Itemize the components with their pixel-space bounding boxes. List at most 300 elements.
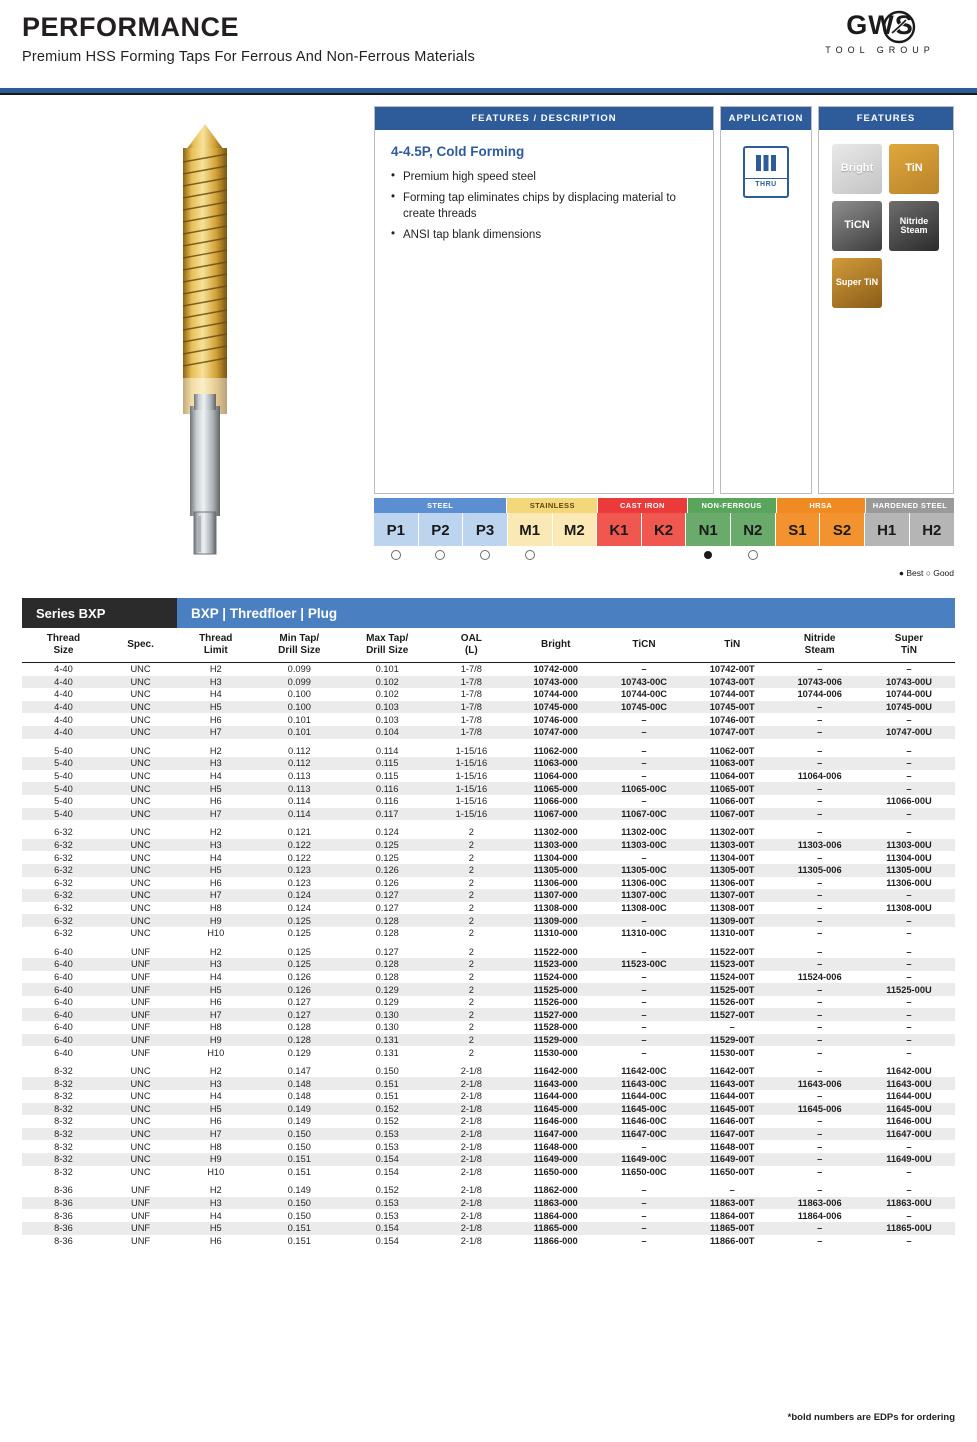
- table-cell: UNF: [130, 946, 151, 957]
- table-cell: 11647-00T: [710, 1129, 755, 1140]
- table-cell: –: [641, 852, 647, 863]
- table-cell: 11066-000: [533, 796, 578, 807]
- table-cell: –: [906, 1009, 912, 1020]
- table-cell: 11642-00U: [886, 1066, 932, 1077]
- table-cell: H9: [209, 915, 222, 926]
- material-cells: [374, 513, 954, 564]
- table-cell: 11647-00U: [886, 1129, 932, 1140]
- table-cell: 1-15/16: [455, 808, 488, 819]
- table-cell: 0.149: [287, 1185, 311, 1196]
- product-name: 4-4.5P, Cold Forming: [391, 144, 525, 159]
- table-row: [22, 1034, 955, 1047]
- table-cell: 0.130: [375, 1009, 399, 1020]
- table-cell: 0.117: [375, 808, 399, 819]
- table-cell: 0.113: [288, 771, 311, 782]
- table-cell: –: [817, 1022, 823, 1033]
- table-cell: 0.151: [287, 1154, 311, 1165]
- table-cell: UNC: [130, 1066, 151, 1077]
- table-cell: 0.104: [375, 727, 399, 738]
- table-cell: 11644-00T: [710, 1091, 755, 1102]
- table-cell: –: [817, 946, 823, 957]
- table-cell: 11302-00C: [621, 827, 667, 838]
- table-cell: 6-40: [54, 1022, 73, 1033]
- material-code: M2: [563, 522, 585, 539]
- table-cell: 0.112: [288, 758, 311, 769]
- table-cell: 0.102: [375, 676, 399, 687]
- table-cell: –: [641, 1034, 647, 1045]
- table-cell: 11304-000: [533, 852, 578, 863]
- table-cell: H7: [209, 1129, 222, 1140]
- table-row: [22, 826, 955, 839]
- material-code: P1: [386, 522, 405, 539]
- table-cell: 11862-000: [533, 1185, 578, 1196]
- table-cell: 0.124: [287, 890, 311, 901]
- table-cell: UNF: [130, 1047, 151, 1058]
- table-cell: 1-7/8: [460, 702, 482, 713]
- table-cell: 11646-00T: [710, 1116, 755, 1127]
- company-logo: [805, 12, 955, 55]
- table-cell: 2: [468, 1034, 474, 1045]
- table-cell: 11063-000: [533, 758, 578, 769]
- table-cell: 6-32: [54, 928, 73, 939]
- material-group-hrsa: HRSA: [777, 498, 866, 513]
- table-cell: 0.125: [287, 915, 311, 926]
- table-cell: 0.154: [375, 1154, 399, 1165]
- table-cell: 2: [468, 827, 474, 838]
- table-cell: 1-7/8: [460, 727, 482, 738]
- table-cell: H10: [207, 1166, 225, 1177]
- table-cell: 8-32: [54, 1103, 73, 1114]
- table-cell: UNC: [130, 664, 151, 675]
- table-row: [22, 1209, 955, 1222]
- table-cell: 11527-00T: [710, 1009, 755, 1020]
- table-cell: –: [906, 1047, 912, 1058]
- table-cell: 0.150: [287, 1198, 311, 1209]
- product-table-wrapper: [22, 628, 955, 1247]
- table-cell: UNC: [130, 928, 151, 939]
- table-row: [22, 996, 955, 1009]
- table-cell: 6-40: [54, 997, 73, 1008]
- table-cell: –: [817, 1116, 823, 1127]
- table-cell: –: [641, 1198, 647, 1209]
- table-cell: 1-15/16: [455, 758, 488, 769]
- table-cell: –: [817, 727, 823, 738]
- table-cell: –: [641, 946, 647, 957]
- table-cell: –: [817, 783, 823, 794]
- application-header: APPLICATION: [721, 107, 811, 130]
- table-cell: 8-36: [54, 1235, 73, 1246]
- series-description: BXP | Thredfloer | Plug: [177, 598, 955, 628]
- table-cell: 10743-000: [533, 676, 578, 687]
- column-header: Thread Size: [22, 628, 105, 663]
- thru-hole-icon: [743, 146, 789, 198]
- table-row: [22, 1184, 955, 1197]
- table-cell: 11308-00C: [621, 902, 667, 913]
- table-cell: 11646-000: [533, 1116, 578, 1127]
- table-cell: 11308-00T: [710, 902, 755, 913]
- table-cell: 0.150: [375, 1066, 399, 1077]
- table-cell: –: [641, 997, 647, 1008]
- table-cell: –: [641, 915, 647, 926]
- rating-good-icon: [391, 550, 401, 560]
- coating-tin: TiN: [889, 144, 939, 194]
- table-cell: –: [817, 928, 823, 939]
- table-cell: UNC: [130, 689, 151, 700]
- table-cell: 2: [468, 865, 474, 876]
- features-description-panel: [374, 106, 714, 494]
- table-row: [22, 808, 955, 821]
- table-cell: 0.151: [375, 1091, 399, 1102]
- table-cell: –: [906, 928, 912, 939]
- table-cell: 0.131: [375, 1034, 399, 1045]
- material-group-cast-iron: CAST IRON: [598, 498, 687, 513]
- table-cell: H5: [209, 702, 222, 713]
- table-cell: 0.131: [375, 1047, 399, 1058]
- table-cell: 0.150: [287, 1141, 311, 1152]
- table-cell: 0.115: [375, 758, 399, 769]
- table-cell: –: [729, 1022, 735, 1033]
- table-cell: UNF: [130, 971, 151, 982]
- table-cell: 11524-00T: [710, 971, 755, 982]
- table-cell: 0.128: [375, 971, 399, 982]
- material-code: K1: [609, 522, 629, 539]
- table-cell: UNF: [130, 1022, 151, 1033]
- table-cell: 11303-00C: [621, 840, 667, 851]
- table-cell: 8-36: [54, 1198, 73, 1209]
- table-cell: –: [817, 997, 823, 1008]
- coating-grid: [819, 130, 953, 308]
- series-label: Series BXP: [22, 598, 177, 628]
- table-cell: 0.116: [375, 796, 399, 807]
- table-cell: UNC: [130, 1091, 151, 1102]
- table-cell: 2-1/8: [460, 1078, 482, 1089]
- table-cell: 11523-000: [533, 959, 578, 970]
- table-cell: 0.151: [287, 1235, 311, 1246]
- table-cell: 11864-000: [533, 1210, 578, 1221]
- table-cell: 11305-00C: [621, 865, 667, 876]
- column-header: TiCN: [600, 628, 688, 663]
- table-cell: 11303-000: [533, 840, 578, 851]
- table-row: [22, 958, 955, 971]
- table-cell: 11649-00T: [710, 1154, 755, 1165]
- table-cell: 0.125: [287, 946, 311, 957]
- material-code: P3: [475, 522, 495, 539]
- table-cell: 0.113: [288, 783, 311, 794]
- table-cell: –: [906, 915, 912, 926]
- table-cell: H9: [209, 1154, 222, 1165]
- table-cell: 11306-00C: [621, 877, 667, 888]
- table-cell: –: [641, 1185, 647, 1196]
- table-cell: 0.114: [375, 745, 399, 756]
- table-cell: 6-32: [54, 877, 73, 888]
- table-cell: 8-32: [54, 1066, 73, 1077]
- coating-bright: Bright: [832, 144, 882, 194]
- table-cell: –: [906, 890, 912, 901]
- rating-good-icon: [435, 550, 445, 560]
- table-cell: 10747-00U: [885, 727, 932, 738]
- table-cell: 11643-00C: [621, 1078, 667, 1089]
- table-row: [22, 877, 955, 890]
- table-cell: 5-40: [54, 796, 73, 807]
- table-cell: 2-1/8: [460, 1166, 482, 1177]
- table-cell: 11528-000: [533, 1022, 578, 1033]
- table-cell: H4: [209, 1210, 222, 1221]
- table-cell: 11865-000: [533, 1223, 578, 1234]
- table-row: [22, 945, 955, 958]
- table-cell: 10743-00U: [885, 676, 932, 687]
- table-cell: 8-36: [54, 1210, 73, 1221]
- table-cell: –: [641, 714, 647, 725]
- table-cell: 11863-00U: [886, 1198, 932, 1209]
- table-cell: H3: [209, 1198, 222, 1209]
- table-cell: –: [817, 702, 823, 713]
- table-cell: 0.130: [375, 1022, 399, 1033]
- table-cell: 11644-000: [533, 1091, 578, 1102]
- table-cell: –: [817, 664, 823, 675]
- table-cell: –: [906, 971, 912, 982]
- table-cell: 11525-00U: [886, 984, 932, 995]
- table-cell: 11306-00U: [886, 877, 932, 888]
- table-cell: UNC: [130, 783, 151, 794]
- table-row: [22, 688, 955, 701]
- table-cell: H8: [209, 1141, 222, 1152]
- table-cell: 11524-000: [533, 971, 578, 982]
- table-cell: 6-40: [54, 1047, 73, 1058]
- table-cell: 0.149: [287, 1116, 311, 1127]
- table-cell: 11643-006: [797, 1078, 842, 1089]
- table-cell: 11065-000: [533, 783, 578, 794]
- table-cell: UNC: [130, 852, 151, 863]
- table-cell: 10746-000: [533, 714, 578, 725]
- table-cell: –: [817, 1235, 823, 1246]
- table-row: [22, 1103, 955, 1116]
- table-cell: H5: [209, 984, 222, 995]
- table-cell: 11642-000: [533, 1066, 578, 1077]
- table-cell: H2: [209, 946, 222, 957]
- table-row: [22, 701, 955, 714]
- table-cell: 1-15/16: [455, 796, 488, 807]
- coating-ticn: TiCN: [832, 201, 882, 251]
- table-cell: 11064-000: [533, 771, 578, 782]
- table-row: [22, 1235, 955, 1248]
- material-cell-k2: [642, 513, 687, 564]
- coating-nitride-steam: Nitride Steam: [889, 201, 939, 251]
- table-cell: 11529-00T: [710, 1034, 755, 1045]
- table-row: [22, 1021, 955, 1034]
- table-cell: –: [906, 1166, 912, 1177]
- column-header: Spec.: [105, 628, 176, 663]
- table-cell: 11310-00T: [710, 928, 755, 939]
- table-cell: 11304-00T: [710, 852, 755, 863]
- table-cell: H3: [209, 840, 222, 851]
- table-cell: –: [641, 664, 647, 675]
- header-rule-thin: [0, 93, 977, 95]
- table-cell: 0.127: [287, 997, 311, 1008]
- table-cell: H6: [209, 714, 222, 725]
- table-cell: 0.148: [287, 1091, 311, 1102]
- table-cell: 0.103: [375, 702, 399, 713]
- table-cell: 2: [468, 946, 474, 957]
- table-cell: H5: [209, 865, 222, 876]
- table-cell: 2: [468, 928, 474, 939]
- material-cell-p2: [419, 513, 464, 564]
- material-group-hardened-steel: HARDENED STEEL: [866, 498, 954, 513]
- table-cell: –: [817, 1166, 823, 1177]
- table-cell: 0.128: [375, 915, 399, 926]
- table-cell: –: [817, 758, 823, 769]
- table-cell: H6: [209, 997, 222, 1008]
- table-cell: 11643-00T: [710, 1078, 755, 1089]
- table-cell: –: [641, 758, 647, 769]
- material-code: K2: [653, 522, 674, 539]
- table-cell: –: [906, 827, 912, 838]
- logo-text: GWS: [846, 10, 914, 40]
- table-cell: 0.101: [287, 714, 311, 725]
- table-cell: 0.152: [375, 1185, 399, 1196]
- features-panel: [818, 106, 954, 494]
- table-cell: 11522-000: [533, 946, 578, 957]
- material-group-stainless: STAINLESS: [507, 498, 598, 513]
- table-cell: –: [906, 1034, 912, 1045]
- table-row: [22, 1077, 955, 1090]
- column-header: Bright: [512, 628, 600, 663]
- column-header: Nitride Steam: [776, 628, 863, 663]
- column-header: Min Tap/ Drill Size: [255, 628, 343, 663]
- table-cell: –: [906, 771, 912, 782]
- table-cell: –: [906, 1141, 912, 1152]
- table-cell: 8-32: [54, 1129, 73, 1140]
- product-table: [22, 628, 955, 1247]
- table-cell: 8-32: [54, 1116, 73, 1127]
- table-cell: –: [906, 714, 912, 725]
- material-group-steel: STEEL: [374, 498, 507, 513]
- table-cell: 2-1/8: [460, 1129, 482, 1140]
- table-cell: –: [641, 745, 647, 756]
- table-row: [22, 927, 955, 940]
- table-cell: 11308-00U: [886, 902, 932, 913]
- material-cell-p1: [374, 513, 419, 564]
- table-cell: –: [817, 1185, 823, 1196]
- table-cell: 0.126: [375, 877, 399, 888]
- table-cell: 11863-006: [797, 1198, 842, 1209]
- table-cell: 11310-00C: [621, 928, 667, 939]
- table-cell: 11643-00U: [886, 1078, 932, 1089]
- table-cell: 2-1/8: [460, 1235, 482, 1246]
- product-image: [22, 106, 352, 576]
- table-cell: UNC: [130, 771, 151, 782]
- table-cell: 11864-00T: [710, 1210, 755, 1221]
- table-cell: 6-32: [54, 840, 73, 851]
- table-cell: 10744-00C: [620, 689, 667, 700]
- table-row: [22, 795, 955, 808]
- table-cell: 11650-000: [533, 1166, 578, 1177]
- table-cell: 11529-000: [533, 1034, 578, 1045]
- table-cell: 0.114: [288, 796, 311, 807]
- table-cell: 0.153: [375, 1198, 399, 1209]
- table-cell: H8: [209, 1022, 222, 1033]
- table-row: [22, 983, 955, 996]
- table-cell: H2: [209, 1185, 222, 1196]
- table-cell: H2: [209, 745, 222, 756]
- features-header: FEATURES: [819, 107, 953, 130]
- feature-bullet-list: [391, 169, 699, 244]
- material-cell-n2: [731, 513, 776, 564]
- table-cell: –: [906, 1185, 912, 1196]
- table-cell: 6-40: [54, 971, 73, 982]
- table-cell: 11643-000: [533, 1078, 578, 1089]
- table-cell: –: [817, 959, 823, 970]
- table-cell: 2: [468, 997, 474, 1008]
- table-row: [22, 1090, 955, 1103]
- table-cell: 1-7/8: [460, 664, 482, 675]
- table-cell: UNC: [130, 1141, 151, 1152]
- table-row: [22, 757, 955, 770]
- table-cell: 11062-000: [533, 745, 578, 756]
- table-cell: 10747-000: [533, 727, 578, 738]
- table-cell: 10743-00C: [620, 676, 667, 687]
- table-cell: H8: [209, 902, 222, 913]
- table-cell: 11865-00T: [710, 1223, 755, 1234]
- table-cell: 11524-006: [797, 971, 842, 982]
- table-cell: 2-1/8: [460, 1091, 482, 1102]
- table-cell: 0.151: [287, 1223, 311, 1234]
- table-cell: 11646-00C: [621, 1116, 667, 1127]
- table-cell: UNC: [130, 890, 151, 901]
- table-cell: H5: [209, 1223, 222, 1234]
- table-cell: 2-1/8: [460, 1141, 482, 1152]
- table-cell: –: [817, 1034, 823, 1045]
- table-cell: –: [906, 1210, 912, 1221]
- table-cell: 11303-00T: [710, 840, 755, 851]
- table-cell: 2-1/8: [460, 1198, 482, 1209]
- page-subtitle: Premium HSS Forming Taps For Ferrous And Non-Ferrous Materials: [22, 49, 475, 65]
- info-panels: [374, 106, 954, 494]
- table-row: [22, 839, 955, 852]
- table-cell: –: [641, 771, 647, 782]
- table-cell: 5-40: [54, 758, 73, 769]
- table-cell: 4-40: [54, 727, 73, 738]
- table-cell: 0.154: [375, 1166, 399, 1177]
- table-cell: 10747-00T: [709, 727, 755, 738]
- table-cell: 0.124: [287, 902, 311, 913]
- table-cell: 11065-00C: [621, 783, 667, 794]
- table-cell: 6-32: [54, 852, 73, 863]
- table-cell: 10742-000: [533, 664, 578, 675]
- table-cell: UNC: [130, 1078, 151, 1089]
- material-cell-n1: [686, 513, 731, 564]
- table-cell: H4: [209, 1091, 222, 1102]
- table-header: [22, 628, 955, 663]
- table-cell: H7: [209, 1009, 222, 1020]
- table-cell: H2: [209, 1066, 222, 1077]
- table-cell: –: [817, 714, 823, 725]
- material-code: S1: [788, 522, 807, 539]
- table-cell: H3: [209, 1078, 222, 1089]
- column-header: OAL (L): [431, 628, 511, 663]
- table-cell: UNC: [130, 1154, 151, 1165]
- table-cell: 5-40: [54, 745, 73, 756]
- table-cell: 11303-00U: [886, 840, 932, 851]
- table-cell: 2: [468, 902, 474, 913]
- table-cell: –: [906, 783, 912, 794]
- table-cell: UNF: [130, 1223, 151, 1234]
- table-cell: 2: [468, 877, 474, 888]
- table-cell: UNC: [130, 758, 151, 769]
- table-cell: 11306-000: [533, 877, 578, 888]
- table-cell: 11067-00T: [710, 808, 755, 819]
- table-cell: 11647-000: [533, 1129, 578, 1140]
- table-cell: 0.152: [375, 1116, 399, 1127]
